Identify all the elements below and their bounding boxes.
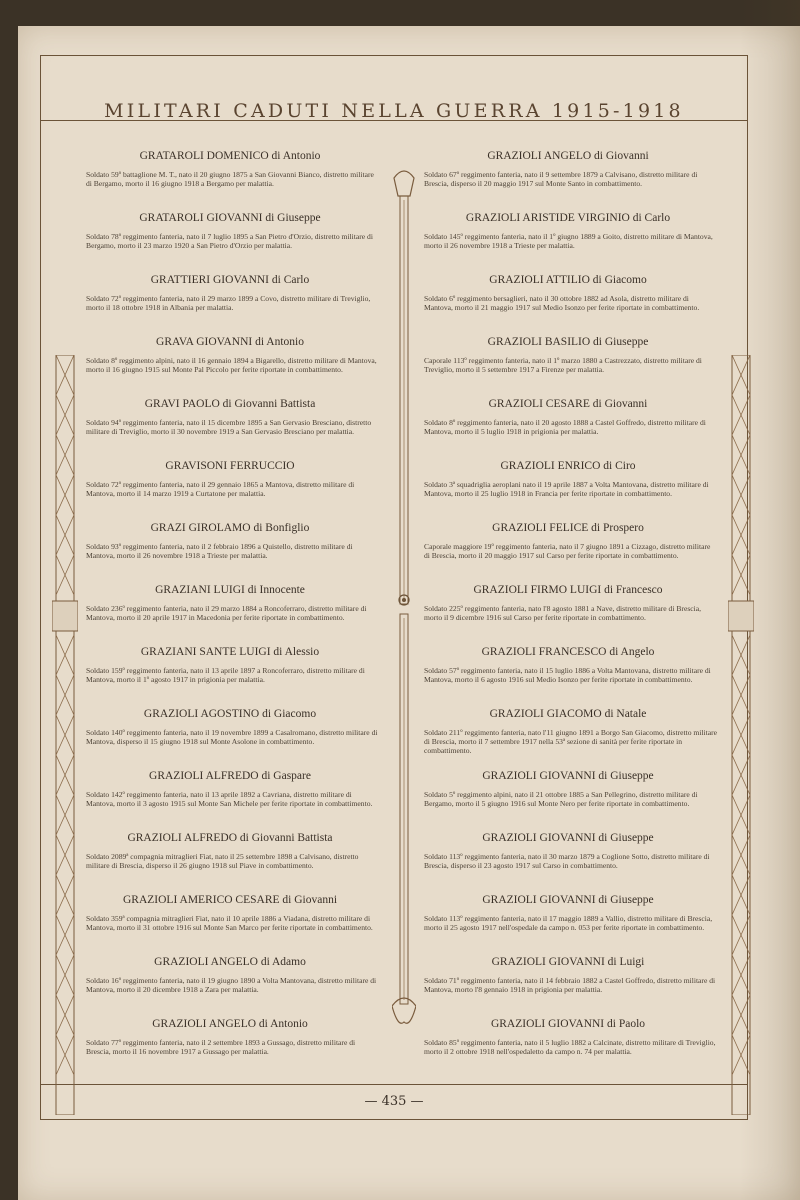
left-lattice-pillar xyxy=(52,355,78,1115)
list-item xyxy=(418,708,718,770)
list-item xyxy=(418,336,718,398)
list-item xyxy=(418,212,718,274)
title-band xyxy=(41,56,747,121)
entry-name: GRAZIOLI ATTILIO di Giacomo xyxy=(489,274,647,286)
entry-name: GRAZIOLI ANGELO di Antonio xyxy=(152,1018,308,1030)
entry-text: Soldato 113º reggimento fanteria, nato il 17 maggio 1889 a Vallio, distretto militare di Brescia, morto il 25 agosto 1917 nell'ospedale da campo n. 053 per ferite riportate in combattimento. xyxy=(424,914,713,932)
entry-name: GRAVI PAOLO di Giovanni Battista xyxy=(144,398,316,410)
entry-name: GRAZIOLI GIACOMO di Natale xyxy=(489,708,647,720)
entry-text: Soldato 57º reggimento fanteria, nato il 15 luglio 1886 a Volta Mantovana, distretto militare di Mantova, morto il 6 agosto 1916 sul Medio Isonzo per ferite riportate in combattimento. xyxy=(424,666,711,684)
entry-text: Soldato 77º reggimento fanteria, nato il 2 settembre 1893 a Gussago, distretto militare di Brescia, morto il 16 novembre 1917 a Gussago per malattia. xyxy=(86,1038,356,1056)
entry-text: Caporale maggiore 19º reggimento fanteria, nato il 7 giugno 1891 a Cizzago, distretto militare di Brescia, morto il 20 maggio 1917 sul Carso per ferite riportate in combattimento. xyxy=(424,542,711,560)
entry-text: Soldato 5º reggimento alpini, nato il 21 ottobre 1885 a San Pellegrino, distretto militare di Bergamo, morto il 5 giugno 1916 sul Monte Nero per ferite riportate in combattimento. xyxy=(424,790,698,808)
list-item xyxy=(418,832,718,894)
list-item xyxy=(418,646,718,708)
entry-name: GRAZIOLI GIOVANNI di Giuseppe xyxy=(482,832,654,844)
entry-name: GRAZIOLI GIOVANNI di Giuseppe xyxy=(482,894,654,906)
entry-text: Soldato 359ª compagnia mitraglieri Fiat, nato il 10 aprile 1886 a Viadana, distretto militare di Mantova, morto il 31 ottobre 1916 sul Monte San Marco per ferite riportate in combattimento. xyxy=(86,914,373,932)
entry-name: GRAZIOLI ANGELO di Adamo xyxy=(154,956,306,968)
entry-text: Soldato 225º reggimento fanteria, nato l'8 agosto 1881 a Nave, distretto militare di Brescia, morto il 9 dicembre 1916 sul Carso per ferite riportate in combattimento. xyxy=(424,604,702,622)
entry-text: Soldato 113º reggimento fanteria, nato il 30 marzo 1879 a Coglione Sotto, distretto militare di Brescia, disperso il 23 agosto 1917 sul Carso in combattimento. xyxy=(424,852,710,870)
right-lattice-pillar xyxy=(728,355,754,1115)
list-item xyxy=(418,894,718,956)
entry-text: Caporale 113º reggimento fanteria, nato il 1º marzo 1880 a Castrezzato, distretto militare di Treviglio, morto il 5 settembre 1917 a Firenze per malattia. xyxy=(424,356,702,374)
list-item xyxy=(80,584,380,646)
list-item xyxy=(418,398,718,460)
entry-name: GRAZIOLI ARISTIDE VIRGINIO di Carlo xyxy=(465,212,671,224)
entry-name: GRAZIOLI GIOVANNI di Giuseppe xyxy=(482,770,654,782)
list-item xyxy=(80,212,380,274)
entry-name: GRAZIANI LUIGI di Innocente xyxy=(155,584,305,596)
list-item xyxy=(80,770,380,832)
entry-name: GRAZIOLI FIRMO LUIGI di Francesco xyxy=(473,584,663,596)
entry-text: Soldato 8º reggimento fanteria, nato il 20 agosto 1888 a Castel Goffredo, distretto militare di Mantova, morto il 5 luglio 1918 in prigionia per malattia. xyxy=(424,418,706,436)
list-item xyxy=(80,150,380,212)
page-title: MILITARI CADUTI NELLA GUERRA 1915-1918 xyxy=(104,100,684,122)
left-column xyxy=(80,150,380,1080)
entry-text: Soldato 142º reggimento fanteria, nato il 13 aprile 1892 a Cavriana, distretto militare di Mantova, morto il 3 agosto 1915 sul Monte San Michele per ferite riportate in combattimento. xyxy=(86,790,373,808)
entry-name: GRAZIOLI ENRICO di Ciro xyxy=(500,460,636,472)
entry-name: GRATTIERI GIOVANNI di Carlo xyxy=(150,274,310,286)
entry-name: GRATAROLI DOMENICO di Antonio xyxy=(139,150,321,162)
list-item xyxy=(418,460,718,522)
list-item xyxy=(80,832,380,894)
entry-name: GRAZIOLI GIOVANNI di Luigi xyxy=(491,956,645,968)
entry-text: Soldato 94º reggimento fanteria, nato il 15 dicembre 1895 a San Gervasio Bresciano, distretto militare di Treviglio, morto il 30 novembre 1919 a San Gervasio Bresciano per malattia. xyxy=(86,418,372,436)
entry-text: Soldato 59º battaglione M. T., nato il 20 giugno 1875 a San Giovanni Bianco, distretto militare di Bergamo, morto il 16 giugno 1918 a Bergamo per malattia. xyxy=(86,170,374,188)
entry-text: Soldato 78º reggimento fanteria, nato il 7 luglio 1895 a San Pietro d'Orzio, distretto militare di Bergamo, morto il 23 marzo 1920 a San Pietro d'Orzio per malattia. xyxy=(86,232,373,250)
entry-name: GRAZIANI SANTE LUIGI di Alessio xyxy=(140,646,320,658)
list-item xyxy=(80,398,380,460)
list-item xyxy=(418,150,718,212)
list-item xyxy=(418,770,718,832)
entry-text: Soldato 67º reggimento fanteria, nato il 9 settembre 1879 a Calvisano, distretto militare di Brescia, disperso il 20 maggio 1917 sul Monte Santo in combattimento. xyxy=(424,170,698,188)
entry-name: GRAZIOLI GIOVANNI di Paolo xyxy=(490,1018,646,1030)
entry-text: Soldato 3ª squadriglia aeroplani nato il 19 aprile 1887 a Volta Mantovana, distretto militare di Mantova, morto il 25 luglio 1918 in Francia per ferite riportate in combattimento. xyxy=(424,480,709,498)
entry-text: Soldato 72º reggimento fanteria, nato il 29 marzo 1899 a Covo, distretto militare di Treviglio, morto il 18 ottobre 1918 in Albania per malattia. xyxy=(86,294,371,312)
entry-name: GRAZIOLI FRANCESCO di Angelo xyxy=(481,646,655,658)
list-item xyxy=(80,894,380,956)
entry-text: Soldato 145º reggimento fanteria, nato il 1º giugno 1889 a Goito, distretto militare di Mantova, morto il 26 novembre 1918 a Trieste per malattia. xyxy=(424,232,713,250)
list-item xyxy=(418,522,718,584)
entry-text: Soldato 140º reggimento fanteria, nato il 19 novembre 1899 a Casalromano, distretto militare di Mantova, disperso il 15 giugno 1918 sul Monte Asolone in combattimento. xyxy=(86,728,378,746)
entry-text: Soldato 211º reggimento fanteria, nato l'11 giugno 1891 a Borgo San Giacomo, distretto militare di Brescia, morto il 7 settembre 1917 nella 53ª sezione di sanità per ferite riportate in combattimento. xyxy=(424,728,718,755)
list-item xyxy=(80,646,380,708)
list-item xyxy=(418,956,718,1018)
entry-text: Soldato 16º reggimento fanteria, nato il 19 giugno 1890 a Volta Mantovana, distretto militare di Mantova, morto il 20 dicembre 1918 a Zara per malattia. xyxy=(86,976,377,994)
entry-name: GRAZI GIROLAMO di Bonfiglio xyxy=(150,522,310,534)
entry-text: Soldato 159º reggimento fanteria, nato il 13 aprile 1897 a Roncoferraro, distretto militare di Mantova, morto il 1º agosto 1917 in prigionia per malattia. xyxy=(86,666,365,684)
entry-name: GRAZIOLI AMERICO CESARE di Giovanni xyxy=(122,894,338,906)
list-item xyxy=(80,708,380,770)
list-item xyxy=(80,336,380,398)
entry-name: GRATAROLI GIOVANNI di Giuseppe xyxy=(139,212,321,224)
entry-text: Soldato 93º reggimento fanteria, nato il 2 febbraio 1896 a Quistello, distretto militare di Mantova, morto il 26 novembre 1918 a Trieste per malattia. xyxy=(86,542,353,560)
entry-name: GRAZIOLI ANGELO di Giovanni xyxy=(487,150,649,162)
list-item xyxy=(80,1018,380,1080)
entry-name: GRAZIOLI FELICE di Prospero xyxy=(492,522,644,534)
entry-text: Soldato 8º reggimento alpini, nato il 16 gennaio 1894 a Bigarello, distretto militare di Mantova, morto il 16 giugno 1915 sul Monte Pal Piccolo per ferite riportate in combattimento. xyxy=(86,356,377,374)
entry-text: Soldato 6º reggimento bersaglieri, nato il 30 ottobre 1882 ad Asola, distretto militare di Mantova, morto il 21 maggio 1917 sul Medio Isonzo per ferite riportate in combattimento. xyxy=(424,294,700,312)
page-number: — 435 — xyxy=(364,1094,424,1109)
entry-name: GRAVA GIOVANNI di Antonio xyxy=(156,336,304,348)
entry-text: Soldato 236º reggimento fanteria, nato il 29 marzo 1884 a Roncoferraro, distretto militare di Mantova, morto il 20 aprile 1917 in Macedonia per ferite riportate in combattimento. xyxy=(86,604,367,622)
entry-text: Soldato 85º reggimento fanteria, nato il 5 luglio 1882 a Calcinate, distretto militare di Treviglio, morto il 2 ottobre 1918 nell'ospedaletto da campo n. 74 per malattia. xyxy=(424,1038,716,1056)
entry-text: Soldato 72º reggimento fanteria, nato il 29 gennaio 1865 a Mantova, distretto militare di Mantova, morto il 14 marzo 1919 a Curtatone per malattia. xyxy=(86,480,355,498)
list-item xyxy=(418,584,718,646)
entry-name: GRAZIOLI BASILIO di Giuseppe xyxy=(487,336,649,348)
entry-name: GRAZIOLI CESARE di Giovanni xyxy=(488,398,648,410)
footer-band xyxy=(41,1084,747,1119)
list-item xyxy=(80,460,380,522)
entry-text: Soldato 71º reggimento fanteria, nato il 14 febbraio 1882 a Castel Goffredo, distretto militare di Mantova, morto l'8 gennaio 1918 in prigionia per malattia. xyxy=(424,976,716,994)
list-item xyxy=(80,522,380,584)
right-column xyxy=(418,150,718,1080)
list-item xyxy=(418,274,718,336)
list-item xyxy=(80,274,380,336)
entry-name: GRAZIOLI ALFREDO di Giovanni Battista xyxy=(127,832,333,844)
entry-name: GRAVISONI FERRUCCIO xyxy=(165,460,295,472)
entry-text: Soldato 2089ª compagnia mitraglieri Fiat, nato il 25 settembre 1898 a Calvisano, distretto militare di Brescia, disperso il 26 giugno 1918 sul Piave in combattimento. xyxy=(86,852,359,870)
entry-name: GRAZIOLI ALFREDO di Gaspare xyxy=(149,770,311,782)
list-item xyxy=(80,956,380,1018)
list-item xyxy=(418,1018,718,1080)
rosette-ornament xyxy=(397,593,411,607)
entry-name: GRAZIOLI AGOSTINO di Giacomo xyxy=(143,708,317,720)
